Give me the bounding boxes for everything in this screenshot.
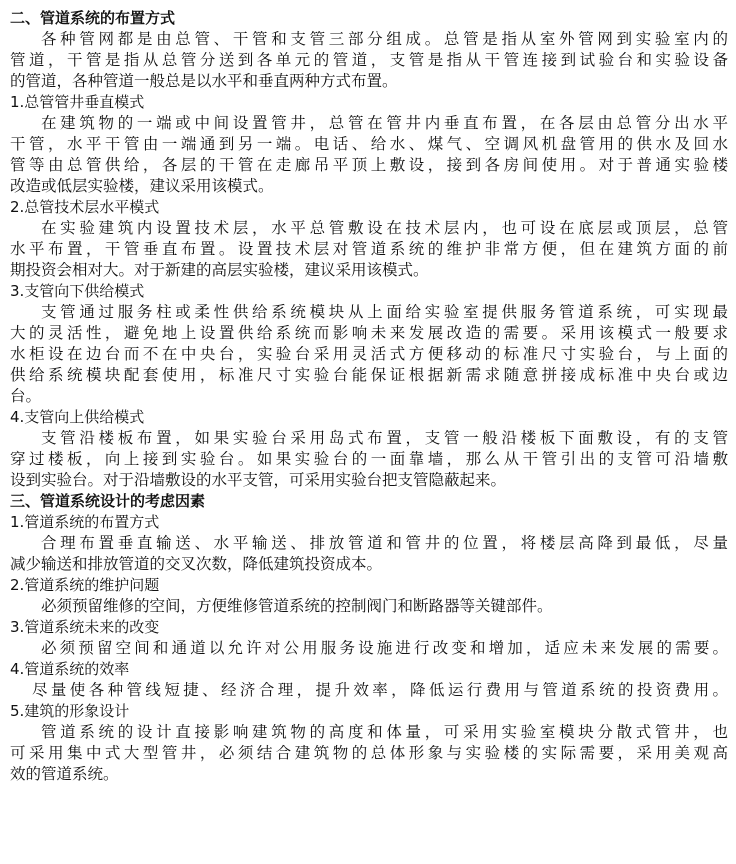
subsection-heading: 1.总管管井垂直模式 <box>10 93 145 111</box>
paragraph-line: 必须预留维修的空间，方便维修管道系统的控制阀门和断路器等关键部件。 <box>41 597 553 615</box>
subsection-heading: 2.总管技术层水平模式 <box>10 198 160 216</box>
paragraph-line: 水柜设在边台而不在中央台，实验台采用灵活式方便移动的标准尺寸实验台，与上面的 <box>10 345 728 363</box>
paragraph-line: 支管沿楼板布置，如果实验台采用岛式布置，支管一般沿楼板下面敷设，有的支管 <box>41 429 728 447</box>
subsection-heading: 4.支管向上供给模式 <box>10 408 145 426</box>
subsection-heading: 5.建筑的形象设计 <box>10 702 130 720</box>
paragraph-line: 穿过楼板，向上接到实验台。如果实验台的一面靠墙，那么从干管引出的支管可沿墙敷 <box>10 450 728 468</box>
section-2-intro-line: 的管道，各种管道一般总是以水平和垂直两种方式布置。 <box>10 72 398 90</box>
paragraph-line: 大的灵活性，避免地上设置供给系统而影响未来发展改造的需要。采用该模式一般要求 <box>10 324 728 342</box>
subsection-heading: 1.管道系统的布置方式 <box>10 513 160 531</box>
section-3-heading: 三、管道系统设计的考虑因素 <box>10 492 206 510</box>
paragraph-line: 改造或低层实验楼，建议采用该模式。 <box>10 177 274 195</box>
paragraph-line: 在建筑物的一端或中间设置管井，总管在管井内垂直布置，在各层由总管分出水平 <box>41 114 728 132</box>
paragraph-line: 效的管道系统。 <box>10 765 119 783</box>
paragraph-line: 设到实验台。对于沿墙敷设的水平支管，可采用实验台把支管隐蔽起来。 <box>10 471 507 489</box>
subsection-heading: 2.管道系统的维护问题 <box>10 576 160 594</box>
section-2-intro-line: 管道，干管是指从总管分送到各单元的管道，支管是指从干管连接到试验台和实验设备 <box>10 51 728 69</box>
paragraph-line: 管道系统的设计直接影响建筑物的高度和体量，可采用实验室模块分散式管井，也 <box>41 723 728 741</box>
paragraph-line: 必须预留空间和通道以允许对公用服务设施进行改变和增加，适应未来发展的需要。 <box>41 639 728 657</box>
paragraph-line: 供给系统模块配套使用，标准尺寸实验台能保证根据新需求随意拼接成标准中央台或边 <box>10 366 728 384</box>
paragraph-line: 可采用集中式大型管井，必须结合建筑物的总体形象与实验楼的实际需要，采用美观高 <box>10 744 728 762</box>
paragraph-line: 合理布置垂直输送、水平输送、排放管道和管井的位置，将楼层高降到最低，尽量 <box>41 534 728 552</box>
section-2-intro-line: 各种管网都是由总管、干管和支管三部分组成。总管是指从室外管网到实验室内的 <box>41 30 728 48</box>
subsection-heading: 3.管道系统未来的改变 <box>10 618 160 636</box>
paragraph-line: 尽量使各种管线短捷、经济合理，提升效率，降低运行费用与管道系统的投资费用。 <box>32 681 728 699</box>
paragraph-line: 水平布置，干管垂直布置。设置技术层对管道系统的维护非常方便，但在建筑方面的前 <box>10 240 728 258</box>
paragraph-line: 减少输送和排放管道的交叉次数，降低建筑投资成本。 <box>10 555 383 573</box>
document-page <box>10 8 728 785</box>
subsection-heading: 4.管道系统的效率 <box>10 660 130 678</box>
paragraph-line: 期投资会相对大。对于新建的高层实验楼，建议采用该模式。 <box>10 261 429 279</box>
paragraph-line: 支管通过服务柱或柔性供给系统模块从上面给实验室提供服务管道系统，可实现最 <box>41 303 728 321</box>
paragraph-line: 台。 <box>10 387 42 405</box>
section-2-heading: 二、管道系统的布置方式 <box>10 9 176 27</box>
subsection-heading: 3.支管向下供给模式 <box>10 282 145 300</box>
paragraph-line: 管等由总管供给，各层的干管在走廊吊平顶上敷设，接到各房间使用。对于普通实验楼 <box>10 156 728 174</box>
paragraph-line: 干管，水平干管由一端通到另一端。电话、给水、煤气、空调风机盘管用的供水及回水 <box>10 135 728 153</box>
paragraph-line: 在实验建筑内设置技术层，水平总管敷设在技术层内，也可设在底层或顶层，总管 <box>41 219 728 237</box>
